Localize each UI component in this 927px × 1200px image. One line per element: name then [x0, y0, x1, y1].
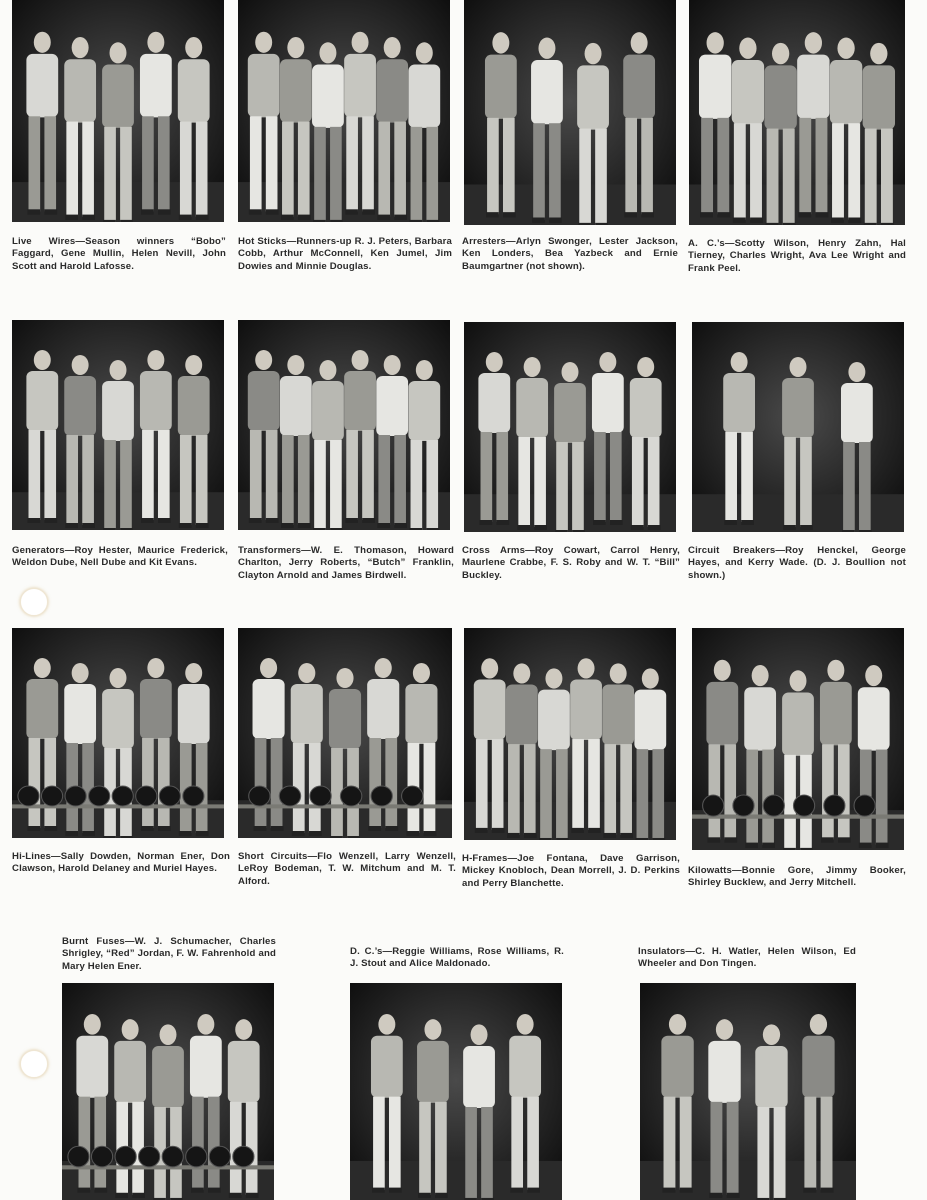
- photo-scene: [238, 0, 450, 222]
- team-photo: [692, 322, 904, 532]
- bowling-ball: [402, 786, 423, 806]
- bowling-ball: [703, 795, 724, 816]
- member-names: Roy Hester, Maurice Frederick, Weldon Dube, Nell Dube and Kit Evans.: [12, 545, 228, 569]
- bowling-ball: [310, 786, 331, 806]
- photo-scene: [238, 320, 450, 530]
- team-caption: [350, 946, 564, 971]
- bowling-ball: [233, 1146, 254, 1167]
- bowling-ball: [18, 786, 39, 806]
- team-caption: [12, 236, 226, 273]
- team-name: Burnt Fuses: [62, 936, 125, 947]
- bowling-ball: [793, 795, 814, 816]
- em-dash: —: [286, 236, 297, 247]
- team-photo: [464, 628, 676, 840]
- team-caption: [688, 545, 906, 582]
- member-names: Roy Cowart, Carrol Henry, Maurlene Crabbe, F. S. Roby and W. T. “Bill” Buckley.: [462, 545, 680, 581]
- em-dash: —: [525, 545, 535, 556]
- bowling-ball: [186, 1146, 207, 1167]
- bowling-ball: [279, 786, 300, 806]
- photo-scene: [12, 320, 224, 530]
- team-photo: [689, 0, 905, 225]
- team-photo: [62, 983, 274, 1200]
- member-names: W. E. Thomason, Howard Charlton, Jerry Roberts, “Butch” Franklin, Clayton Arnold and James Birdwell.: [238, 545, 454, 581]
- photo-scene: [62, 983, 274, 1200]
- team-name: Insulators: [638, 946, 686, 957]
- member-names: W. J. Schumacher, Charles Shrigley, “Red” Jordan, F. W. Fahrenhold and Mary Helen Ener.: [62, 936, 276, 972]
- bowling-ball: [733, 795, 754, 816]
- bowling-ball: [209, 1146, 230, 1167]
- photo-scene: [692, 322, 904, 532]
- photo-scene: [12, 628, 224, 838]
- team-name: Generators: [12, 545, 65, 556]
- bowling-ball: [91, 1146, 112, 1167]
- punch-hole: [20, 1050, 48, 1078]
- team-caption: [12, 545, 228, 570]
- member-names: Bonnie Gore, Jimmy Booker, Shirley Bucklew, and Jerry Mitchell.: [688, 865, 906, 889]
- bowling-ball: [41, 786, 62, 806]
- em-dash: —: [124, 936, 135, 947]
- team-photo: [12, 628, 224, 838]
- member-names: Season winners “Bobo” Faggard, Gene Mullin, Helen Nevill, John Scott and Harold Lafosse.: [12, 236, 226, 272]
- em-dash: —: [685, 946, 696, 957]
- team-photo: [350, 983, 562, 1200]
- bowling-ball: [854, 795, 875, 816]
- team-name: Transformers: [238, 545, 302, 556]
- em-dash: —: [301, 545, 311, 556]
- bowling-ball: [68, 1146, 89, 1167]
- member-names: Reggie Williams, Rose Williams, R. J. Stout and Alice Maldonado.: [350, 946, 564, 970]
- member-names: Flo Wenzell, Larry Wenzell, LeRoy Bodeman, T. W. Mitchum and M. T. Alford.: [238, 851, 456, 887]
- bowling-ball: [115, 1146, 136, 1167]
- photo-scene: [640, 983, 856, 1200]
- member-names: Arlyn Swonger, Lester Jackson, Ken Londers, Bea Yazbeck and Ernie Baumgartner (not shown).: [462, 236, 678, 272]
- em-dash: —: [75, 236, 86, 247]
- team-photo: [238, 0, 450, 222]
- team-caption: [688, 238, 906, 275]
- bowling-ball: [340, 786, 361, 806]
- team-caption: [238, 545, 454, 582]
- bowling-ball: [139, 1146, 160, 1167]
- team-name: Hot Sticks: [238, 236, 287, 247]
- member-names: C. H. Watler, Helen Wilson, Ed Wheeler and Don Tingen.: [638, 946, 856, 970]
- team-name: Arresters: [462, 236, 507, 247]
- team-photo: [12, 320, 224, 530]
- team-photo: [12, 0, 224, 222]
- team-photo: [464, 322, 676, 532]
- photo-scene: [689, 0, 905, 225]
- bowling-ball: [112, 786, 133, 806]
- team-name: Circuit Breakers: [688, 545, 776, 556]
- bowling-ball: [162, 1146, 183, 1167]
- team-caption: [462, 545, 680, 582]
- bowling-ball: [183, 786, 204, 806]
- team-name: A. C.’s: [688, 238, 725, 249]
- photo-scene: [464, 628, 676, 840]
- em-dash: —: [382, 946, 393, 957]
- team-caption: [238, 236, 452, 273]
- em-dash: —: [51, 851, 61, 862]
- team-photo: [238, 320, 450, 530]
- team-photo: [640, 983, 856, 1200]
- em-dash: —: [732, 865, 742, 876]
- photo-scene: [350, 983, 562, 1200]
- team-name: D. C.’s: [350, 946, 383, 957]
- bowling-ball: [763, 795, 784, 816]
- punch-hole: [20, 588, 48, 616]
- bowling-ball: [371, 786, 392, 806]
- em-dash: —: [507, 853, 518, 864]
- photo-scene: [238, 628, 452, 838]
- team-caption: [62, 936, 276, 973]
- team-caption: [638, 946, 856, 971]
- em-dash: —: [724, 238, 735, 249]
- team-photo: [692, 628, 904, 850]
- bowling-ball: [824, 795, 845, 816]
- member-names: Runners-up R. J. Peters, Barbara Cobb, Arthur McConnell, Ken Jumel, Jim Dowies and Minnie Douglas.: [238, 236, 452, 272]
- member-names: Sally Dowden, Norman Ener, Don Clawson, Harold Delaney and Muriel Hayes.: [12, 851, 230, 875]
- bowling-ball: [65, 786, 86, 806]
- em-dash: —: [64, 545, 75, 556]
- team-photo: [238, 628, 452, 838]
- bowling-ball: [159, 786, 180, 806]
- team-caption: [462, 853, 680, 890]
- team-caption: [238, 851, 456, 888]
- bowling-ball: [89, 786, 110, 806]
- team-name: Hi-Lines: [12, 851, 52, 862]
- team-name: Short Circuits: [238, 851, 308, 862]
- photo-scene: [12, 0, 224, 222]
- em-dash: —: [307, 851, 318, 862]
- bowling-ball: [136, 786, 157, 806]
- team-name: H-Frames: [462, 853, 508, 864]
- member-names: Roy Henckel, George Hayes, and Kerry Wade. (D. J. Boullion not shown.): [688, 545, 906, 581]
- team-photo: [464, 0, 676, 225]
- team-caption: [462, 236, 678, 273]
- team-caption: [688, 865, 906, 890]
- bowling-ball: [249, 786, 270, 806]
- member-names: Scotty Wilson, Henry Zahn, Hal Tierney, Charles Wright, Ava Lee Wright and Frank Peel.: [688, 238, 906, 274]
- team-caption: [12, 851, 230, 876]
- member-names: Joe Fontana, Dave Garrison, Mickey Knobloch, Dean Morrell, J. D. Perkins and Perry Blanchette.: [462, 853, 680, 889]
- em-dash: —: [506, 236, 516, 247]
- em-dash: —: [775, 545, 786, 556]
- photo-scene: [464, 0, 676, 225]
- team-name: Cross Arms: [462, 545, 526, 556]
- team-name: Live Wires: [12, 236, 76, 247]
- photo-scene: [464, 322, 676, 532]
- photo-scene: [692, 628, 904, 850]
- team-name: Kilowatts: [688, 865, 732, 876]
